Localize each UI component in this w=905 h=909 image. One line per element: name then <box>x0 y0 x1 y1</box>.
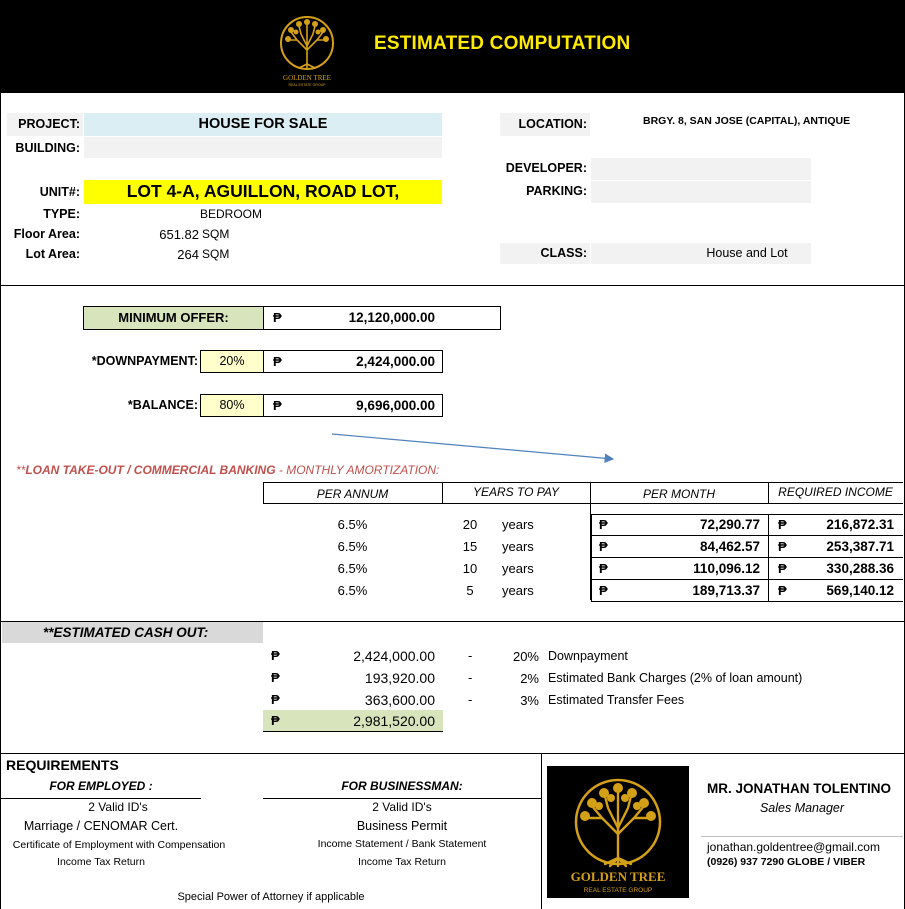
peso-sign: ₱ <box>599 539 608 554</box>
unit-value: LOT 4-A, AGUILLON, ROAD LOT, <box>126 181 400 201</box>
cashout-total: 2,981,520.00 <box>353 713 435 729</box>
location-label: LOCATION: <box>518 117 587 131</box>
col-required-income: REQUIRED INCOME <box>778 485 893 499</box>
employed-underline <box>1 798 201 799</box>
employed-item: Marriage / CENOMAR Cert. <box>23 819 179 833</box>
lot-area-label: Lot Area: <box>25 247 80 261</box>
cashout-amount: 363,600.00 <box>364 692 435 708</box>
loan-rate: 6.5% <box>337 539 368 554</box>
required-income-value: 216,872.31 <box>826 517 894 532</box>
arrow-icon <box>329 428 619 464</box>
employed-title: FOR EMPLOYED : <box>49 779 153 793</box>
peso-sign: ₱ <box>778 517 787 532</box>
col-years: YEARS TO PAY <box>472 485 560 499</box>
balance-pct: 80% <box>219 398 245 412</box>
business-item: Income Statement / Bank Statement <box>317 838 487 850</box>
building-value-bg <box>84 137 442 158</box>
peso-sign: ₱ <box>271 648 280 663</box>
per-month-value: 189,713.37 <box>692 583 760 598</box>
per-month-value: 72,290.77 <box>699 517 760 532</box>
employed-item: 2 Valid ID's <box>88 800 148 814</box>
logo-subtext: REAL ESTATE GROUP <box>583 887 653 894</box>
golden-tree-logo-large <box>547 766 689 898</box>
cashout-amount: 2,424,000.00 <box>353 648 435 664</box>
project-label: PROJECT: <box>18 117 80 131</box>
cashout-title: **ESTIMATED CASH OUT: <box>43 625 209 640</box>
business-item: Income Tax Return <box>358 856 446 868</box>
building-label: BUILDING: <box>15 141 80 155</box>
logo-text: GOLDEN TREE <box>570 869 666 884</box>
developer-value-bg <box>591 158 811 180</box>
contact-phone[interactable]: (0926) 937 7290 GLOBE / VIBER <box>707 856 866 868</box>
peso-sign: ₱ <box>599 561 608 576</box>
cashout-desc: Estimated Transfer Fees <box>548 693 685 707</box>
golden-tree-logo <box>269 10 345 88</box>
peso-sign: ₱ <box>273 310 282 325</box>
loan-years: 5 <box>466 583 474 598</box>
type-label: TYPE: <box>43 207 80 221</box>
loan-title-suffix: - MONTHLY AMORTIZATION: <box>275 463 440 477</box>
business-title: FOR BUSINESSMAN: <box>341 779 463 793</box>
loan-rate: 6.5% <box>337 517 368 532</box>
class-label: CLASS: <box>540 246 587 260</box>
peso-sign: ₱ <box>778 561 787 576</box>
employed-item: Certificate of Employment with Compensation <box>12 839 226 851</box>
peso-sign: ₱ <box>599 517 608 532</box>
contact-email[interactable]: jonathan.goldentree@gmail.com <box>707 840 880 854</box>
loan-title-prefix: ** <box>16 463 26 477</box>
col-per-month: PER MONTH <box>643 487 715 501</box>
requirements-title: REQUIREMENTS <box>6 757 119 773</box>
loan-years-unit: years <box>502 561 534 576</box>
contact-divider-line <box>701 836 903 837</box>
loan-title <box>16 463 439 477</box>
parking-value-bg <box>591 181 811 203</box>
loan-years-unit: years <box>502 583 534 598</box>
floor-area-label: Floor Area: <box>13 227 80 241</box>
peso-sign: ₱ <box>778 583 787 598</box>
section-divider-3 <box>1 753 905 754</box>
loan-years-unit: years <box>502 539 534 554</box>
page-title: ESTIMATED COMPUTATION <box>374 33 631 54</box>
col-per-annum: PER ANNUM <box>316 487 389 501</box>
cashout-dash: - <box>468 692 473 707</box>
loan-title-main: LOAN TAKE-OUT / COMMERCIAL BANKING <box>25 463 276 477</box>
parking-label: PARKING: <box>526 184 587 198</box>
loan-rate: 6.5% <box>337 583 368 598</box>
peso-sign: ₱ <box>273 398 282 413</box>
peso-sign: ₱ <box>599 583 608 598</box>
required-income-value: 253,387.71 <box>826 539 894 554</box>
section-divider-1 <box>1 285 905 286</box>
cashout-desc: Downpayment <box>548 649 628 663</box>
cashout-dash: - <box>468 648 473 663</box>
cashout-pct: 2% <box>520 671 539 686</box>
floor-area-unit: SQM <box>202 227 230 241</box>
location-value: BRGY. 8, SAN JOSE (CAPITAL), ANTIQUE <box>643 115 851 127</box>
peso-sign: ₱ <box>273 354 282 369</box>
contact-divider <box>541 753 542 909</box>
required-income-value: 330,288.36 <box>826 561 894 576</box>
logo-subtext: REAL ESTATE GROUP <box>288 83 326 87</box>
lot-area-unit: SQM <box>202 247 230 261</box>
employed-item: Income Tax Return <box>57 856 145 868</box>
footer-note: Special Power of Attorney if applicable <box>177 891 365 903</box>
per-month-value: 84,462.57 <box>699 539 760 554</box>
downpayment-value: 2,424,000.00 <box>356 354 435 369</box>
loan-years-unit: years <box>502 517 534 532</box>
per-month-value: 110,096.12 <box>693 561 760 576</box>
minimum-offer-divider <box>263 306 264 330</box>
cashout-dash: - <box>468 670 473 685</box>
loan-years: 20 <box>462 517 478 532</box>
class-value: House and Lot <box>706 246 788 260</box>
logo-text: GOLDEN TREE <box>283 74 331 82</box>
balance-value: 9,696,000.00 <box>356 398 435 413</box>
lot-area-value: 264 <box>177 247 199 262</box>
floor-area-value: 651.82 <box>159 227 199 242</box>
balance-label: *BALANCE: <box>127 398 198 412</box>
peso-sign: ₱ <box>271 670 280 685</box>
peso-sign: ₱ <box>271 692 280 707</box>
cashout-pct: 3% <box>520 693 539 708</box>
business-item: 2 Valid ID's <box>372 800 432 814</box>
project-value: HOUSE FOR SALE <box>198 116 328 132</box>
cashout-amount: 193,920.00 <box>364 670 435 686</box>
developer-label: DEVELOPER: <box>505 161 587 175</box>
minimum-offer-value: 12,120,000.00 <box>348 310 435 325</box>
business-underline <box>263 798 541 799</box>
unit-label: UNIT#: <box>39 185 80 199</box>
peso-sign: ₱ <box>271 713 280 728</box>
peso-sign: ₱ <box>778 539 787 554</box>
type-value: BEDROOM <box>199 207 262 221</box>
required-income-value: 569,140.12 <box>826 583 894 598</box>
cashout-pct: 20% <box>512 649 539 664</box>
minimum-offer-label: MINIMUM OFFER: <box>118 310 229 325</box>
downpayment-label: *DOWNPAYMENT: <box>91 354 198 368</box>
contact-name: MR. JONATHAN TOLENTINO <box>707 781 891 796</box>
loan-years: 15 <box>462 539 478 554</box>
loan-rate: 6.5% <box>337 561 368 576</box>
downpayment-pct: 20% <box>219 354 245 368</box>
cashout-desc: Estimated Bank Charges (2% of loan amount) <box>548 671 803 685</box>
business-item: Business Permit <box>356 819 448 833</box>
contact-role: Sales Manager <box>759 801 845 815</box>
loan-years: 10 <box>462 561 478 576</box>
